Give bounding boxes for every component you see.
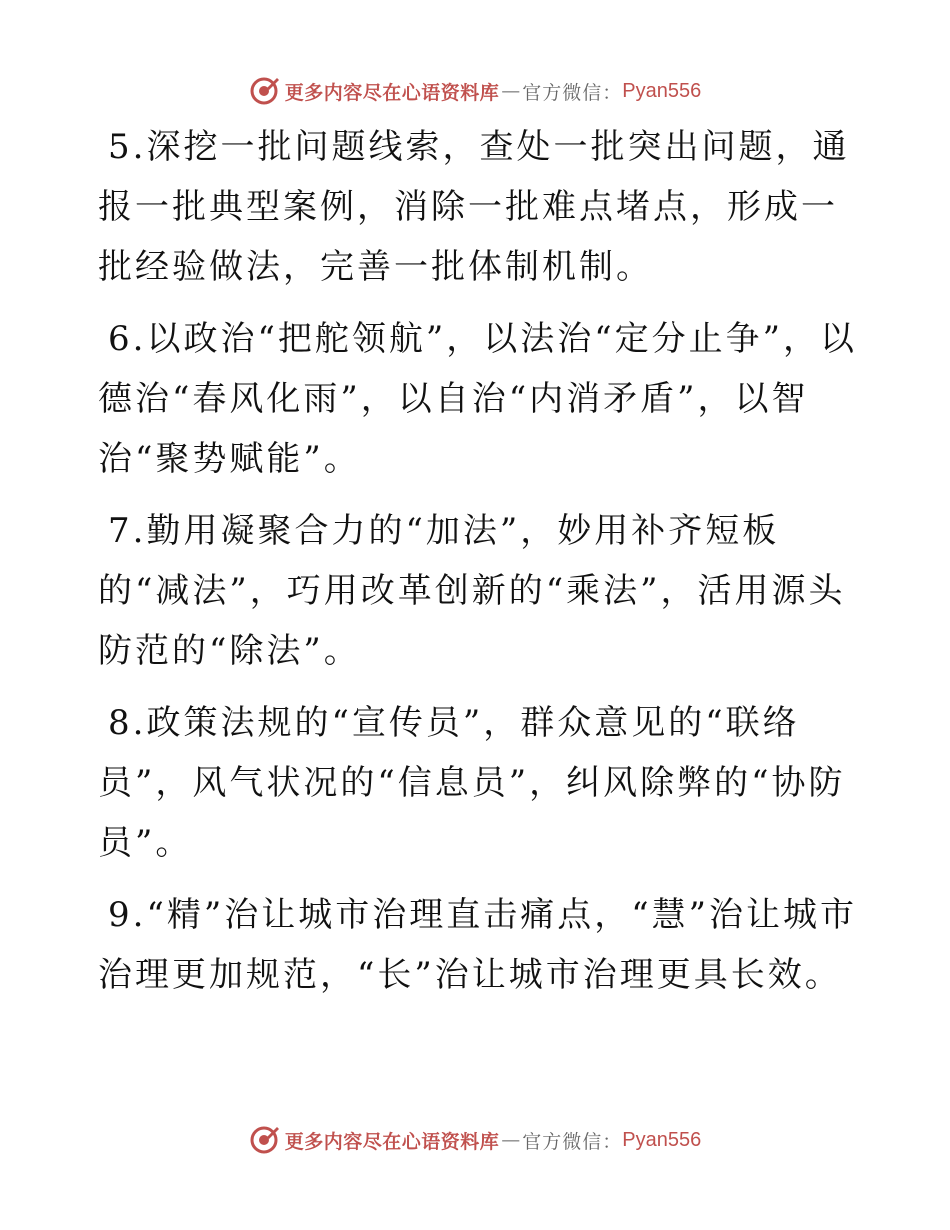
banner-wechat-id: Pyan556 [622,79,702,102]
document-body [98,117,858,1017]
banner-main-text: 更多内容尽在心语资料库 [284,1130,500,1153]
footer-banner [0,1120,950,1160]
banner-separator: — [501,1129,521,1151]
banner-wechat-id: Pyan556 [622,1128,702,1151]
banner-separator: — [501,80,521,102]
banner-main-text: 更多内容尽在心语资料库 [284,81,500,104]
red-circle-pen-logo-icon [249,76,279,106]
paragraph-item-5: 5.深挖一批问题线索，查处一批突出问题，通报一批典型案例，消除一批难点堵点，形成一批经验做法，完善一批体制机制。 [98,127,850,287]
paragraph-item-9: 9.“精”治让城市治理直击痛点，“慧”治让城市治理更加规范，“长”治让城市治理更具长效。 [98,895,857,995]
banner-wechat-label: 官方微信： [522,1130,623,1153]
paragraph-item-8: 8.政策法规的“宣传员”，群众意见的“联络员”，风气状况的“信息员”，纠风除弊的“协防员”。 [98,703,846,863]
red-circle-pen-logo-icon [249,1125,279,1155]
header-banner [0,71,950,111]
paragraph-item-6: 6.以政治“把舵领航”，以法治“定分止争”，以德治“春风化雨”，以自治“内消矛盾”，以智治“聚势赋能”。 [98,319,857,479]
paragraph-item-7: 7.勤用凝聚合力的“加法”，妙用补齐短板的“减法”，巧用改革创新的“乘法”，活用源头防范的“除法”。 [98,511,846,671]
banner-wechat-label: 官方微信： [522,81,623,104]
